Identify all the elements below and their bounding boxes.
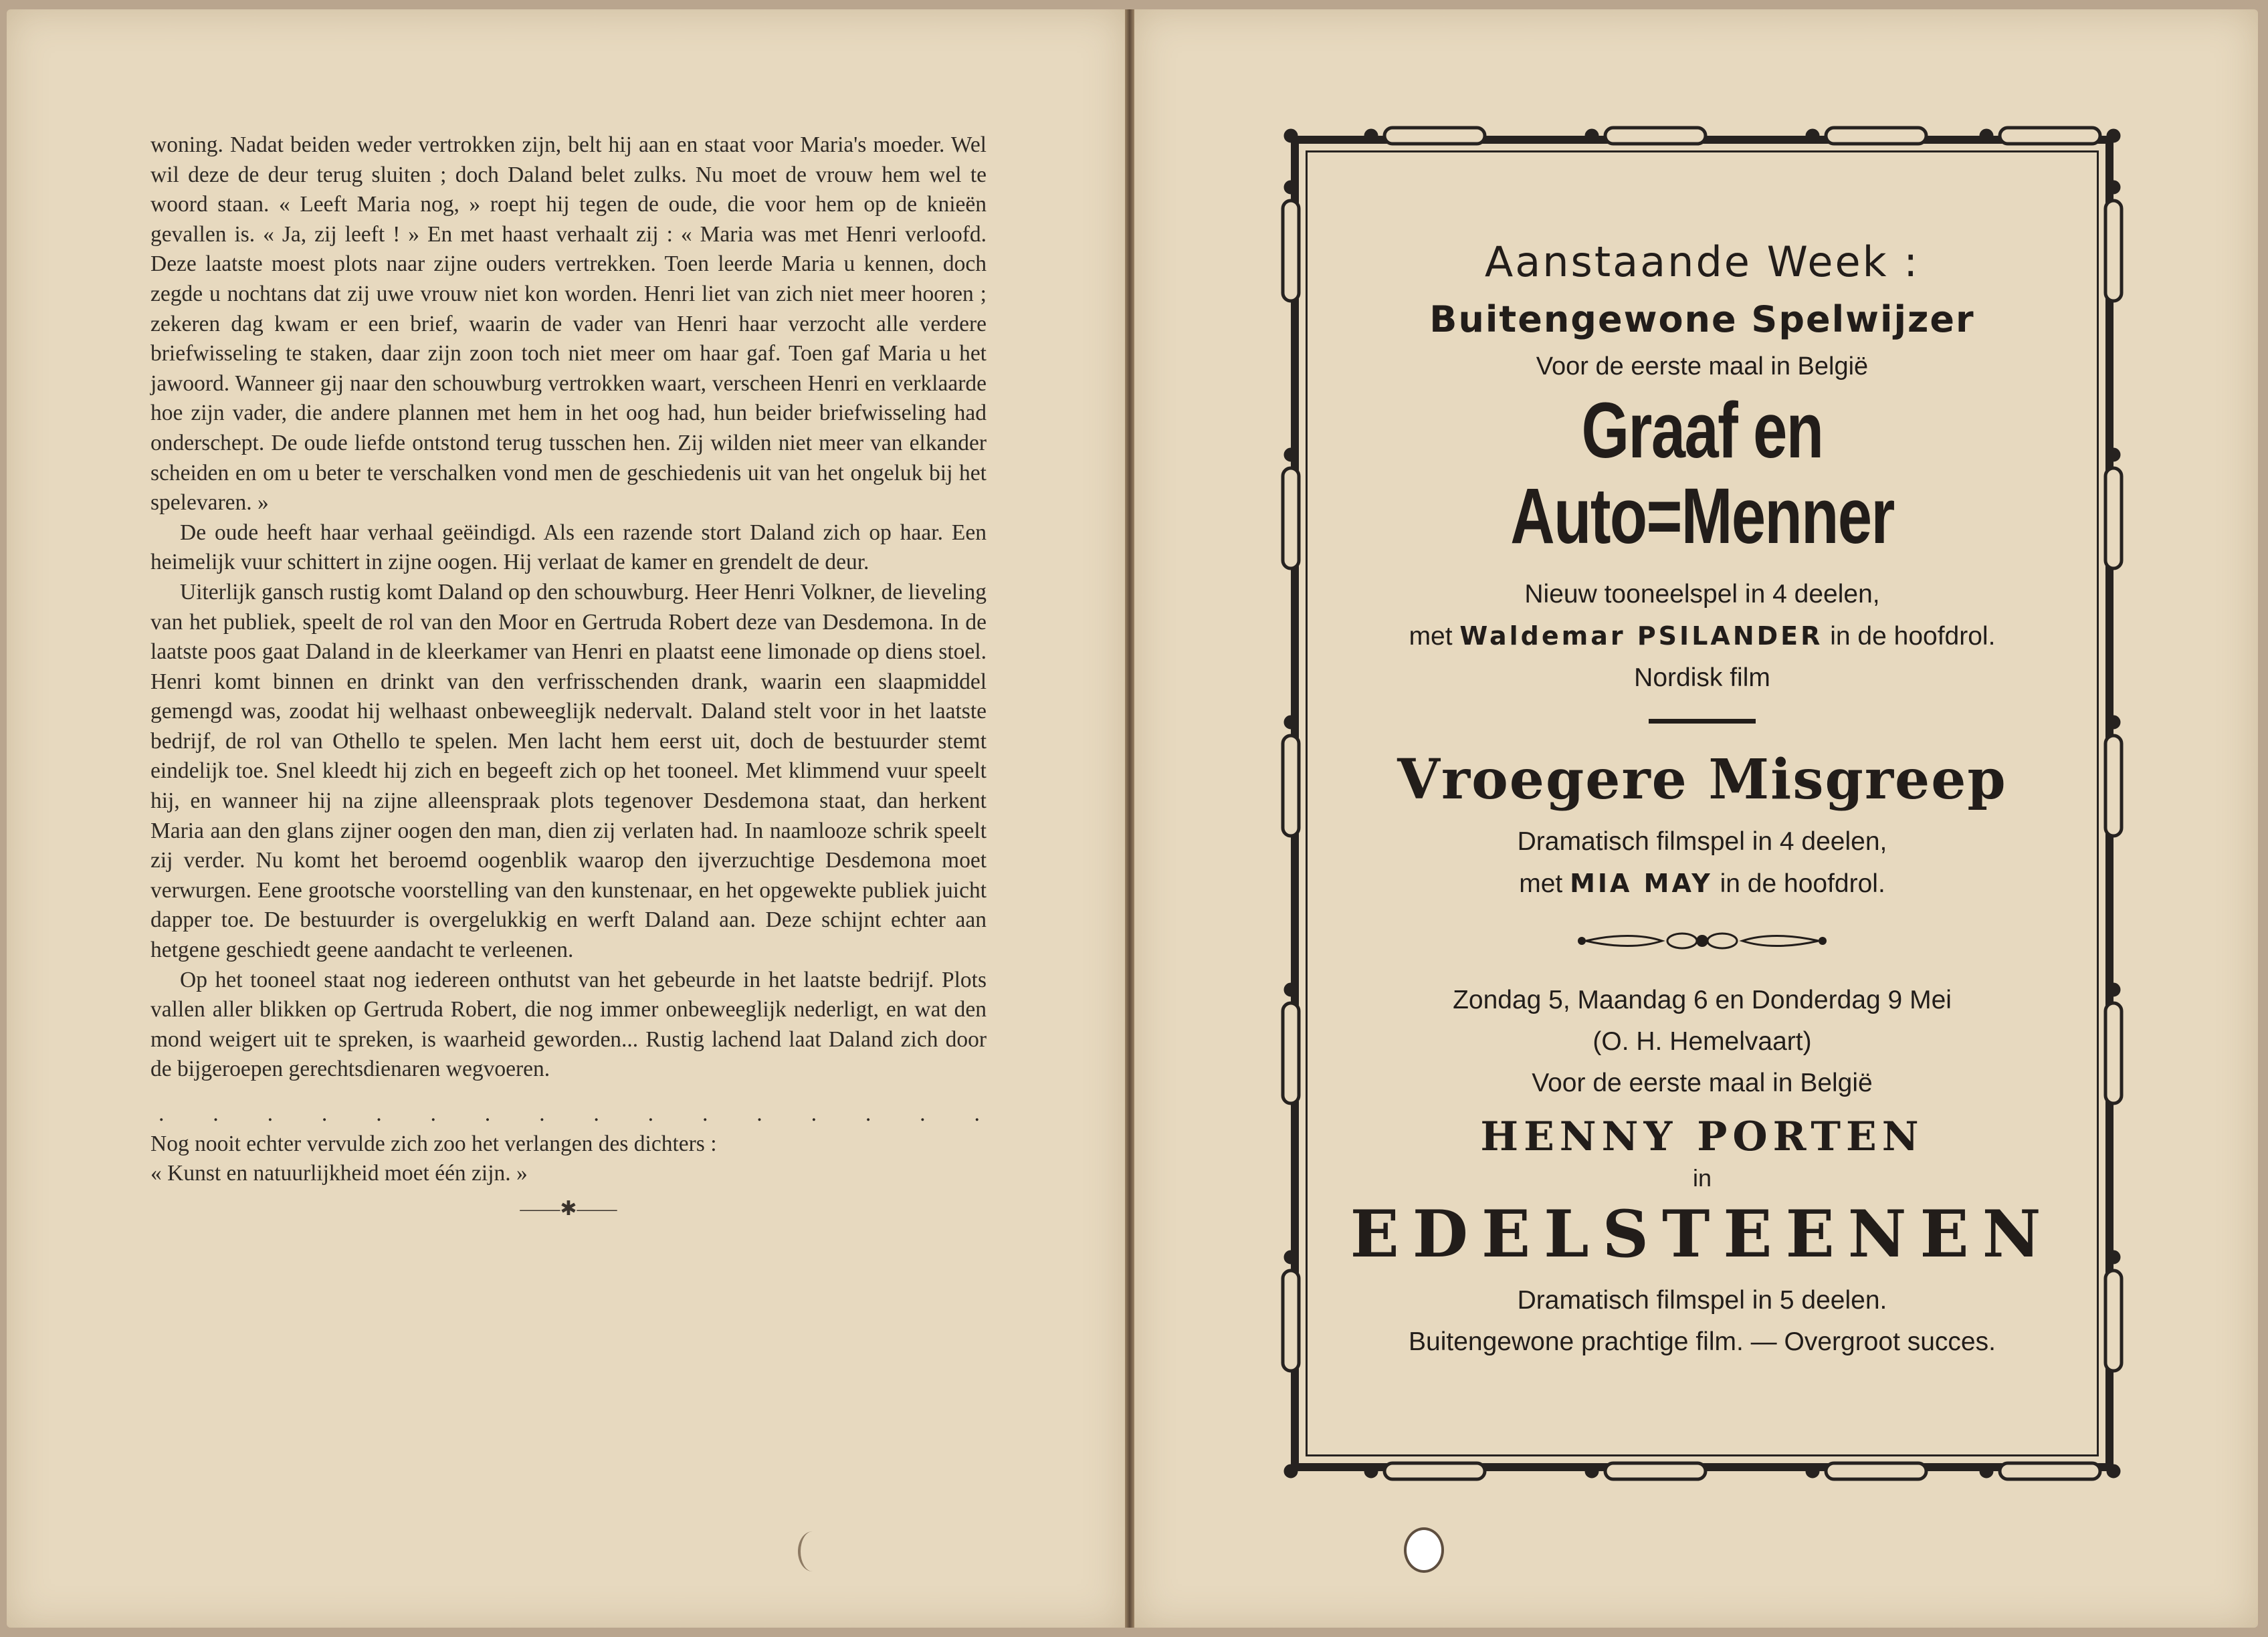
week-heading: Aanstaande Week :	[1484, 237, 1920, 286]
film1-cast-line	[1311, 615, 2093, 657]
closing-line: Nog nooit echter vervulde zich zoo het verlangen des dichters :	[150, 1131, 717, 1156]
divider-rule	[1649, 719, 1756, 724]
first-time-notice: Voor de eerste maal in België	[1536, 352, 1869, 380]
story-text	[150, 130, 987, 1224]
film1-description: Nieuw tooneelspel in 4 deelen,	[1524, 580, 1880, 609]
book-gutter	[1125, 9, 1134, 1628]
in-word: in	[1692, 1164, 1712, 1192]
film2-description: Dramatisch filmspel in 4 deelen,	[1517, 827, 1887, 856]
story-paragraph: woning. Nadat beiden weder vertrokken zijn, belt hij aan en staat voor Maria's moeder. Wel wil deze de deur terug sluiten ; doch Daland belet zulks. Nu moet de vrouw hem wel te woord staan. « Leeft Maria nog, » roept hij tegen de oude, die voor hem op de knieën gevallen is. « Ja, zij leeft ! » En met haast verhaalt zij : « Maria was met Henri verloofd. Deze laatste moest plots naar zijne ouders vertrekken. Toen leerde Maria u kennen, doch zegde u nochtans dat zij uwe vrouw niet kon worden. Henri liet van zich niet meer hooren ; zekeren dag kwam er een brief, waarin de vader van Henri haar verzocht alle verdere briefwisseling te staken, daar zijn zoon toch niet meer om haar gaf. Toen gaf Maria u het jawoord. Wanneer gij naar den schouwburg vertrokken waart, verscheen Henri en verklaarde hoe zijn vader, die andere plannen met hem in het oog had, hun beider briefwisseling had onderschept. De oude liefde ontstond terug tusschen hen. Zij wilden niet meer van elkander scheiden en om u beter te verschalken vond men de geschiedenis uit van het ongeluk bij het spelevaren. »	[150, 132, 987, 516]
film1-title: Graaf en Auto=Menner	[1510, 387, 1894, 560]
film3-description: Dramatisch filmspel in 5 deelen.	[1517, 1286, 1887, 1315]
closing-quote: « Kunst en natuurlijkheid moet één zijn. »	[150, 1161, 528, 1186]
film1-studio: Nordisk film	[1634, 663, 1770, 692]
with-prefix: met	[1519, 869, 1563, 898]
film2-title: Vroegere Misgreep	[1397, 748, 2007, 812]
first-time-notice: Voor de eerste maal in België	[1532, 1069, 1873, 1097]
screening-dates: Zondag 5, Maandag 6 en Donderdag 9 Mei	[1453, 986, 1952, 1014]
film3-tagline: Buitengewone prachtige film. — Overgroot succes.	[1409, 1327, 1996, 1356]
ornament-divider-icon	[1575, 929, 1829, 953]
film2-cast-line	[1311, 863, 2093, 905]
end-mark: ——✱——	[520, 1197, 617, 1220]
film2-star: MIA MAY	[1570, 869, 1713, 898]
with-prefix: met	[1409, 622, 1453, 651]
story-paragraph: Op het tooneel staat nog iedereen onthutst van het gebeurde in het laatste bedrijf. Plots vallen aller blikken op Gertruda Robert, die nog immer onbeweeglijk nederligt, en wat den mond weigert uit te spreken, is waarheid geworden... Rustig lachend laat Daland zich door de bijgeroepen gerechtsdienaren wegvoeren.	[150, 967, 987, 1082]
with-suffix: in de hoofdrol.	[1830, 622, 1996, 651]
program-heading: Buitengewone Spelwijzer	[1429, 298, 1975, 340]
film3-title: EDELSTEENEN	[1350, 1196, 2055, 1272]
actress-name: HENNY PORTEN	[1480, 1113, 1924, 1160]
holiday-note: (O. H. Hemelvaart)	[1592, 1027, 1812, 1056]
advert-content	[1311, 237, 2093, 1363]
film1-star: Waldemar PSILANDER	[1459, 621, 1823, 651]
dotted-separator: . . . . . . . . . . . . . . . .	[159, 1101, 980, 1126]
binding-hole-right	[1407, 1530, 1441, 1570]
story-paragraph: De oude heeft haar verhaal geëindigd. Als een razende stort Daland zich op haar. Een heimelijk vuur schittert in zijne oogen. Hij verlaat de kamer en grendelt de deur.	[150, 520, 987, 575]
with-suffix: in de hoofdrol.	[1720, 869, 1885, 898]
story-paragraph: Uiterlijk gansch rustig komt Daland op den schouwburg. Heer Henri Volkner, de lieveling van het publiek, speelt de rol van den Moor en Gertruda Robert deze van Desdemona. In de laatste poos gaat Daland in de kleerkamer van Henri en plaatst eene limonade op diens stoel. Henri komt binnen en drinkt van den verfrisschenden drank, waarin een slaapmiddel gemengd was, zoodat hij welhaast onbeweeglijk nedervalt. Daland stelt voor in het laatste bedrijf, de rol van Othello te spelen. Men lacht hem eerst uit, doch de bestuurder stemt eindelijk toe. Snel kleedt hij zich en begeeft zich op het tooneel. Met klimmend vuur speelt hij, en wanneer hij na zijne alleenspraak plots tegenover Desdemona staat, dan herkent Maria aan den glans zijner oogen den man, dien zij verlaten had. In naamlooze schrik speelt zij verder. Nu komt het beroemd oogenblik waarop den ijverzuchtige Desdemona moet verwurgen. Eene grootsche voorstelling van den kunstenaar, en het opgewekte publiek juicht dapper toe. De bestuurder is overgelukkig en werft Daland aan. Deze schijnt echter aan hetgene geschiedt geene aandacht te verleenen.	[150, 579, 987, 963]
binding-hole-left	[798, 1531, 827, 1571]
